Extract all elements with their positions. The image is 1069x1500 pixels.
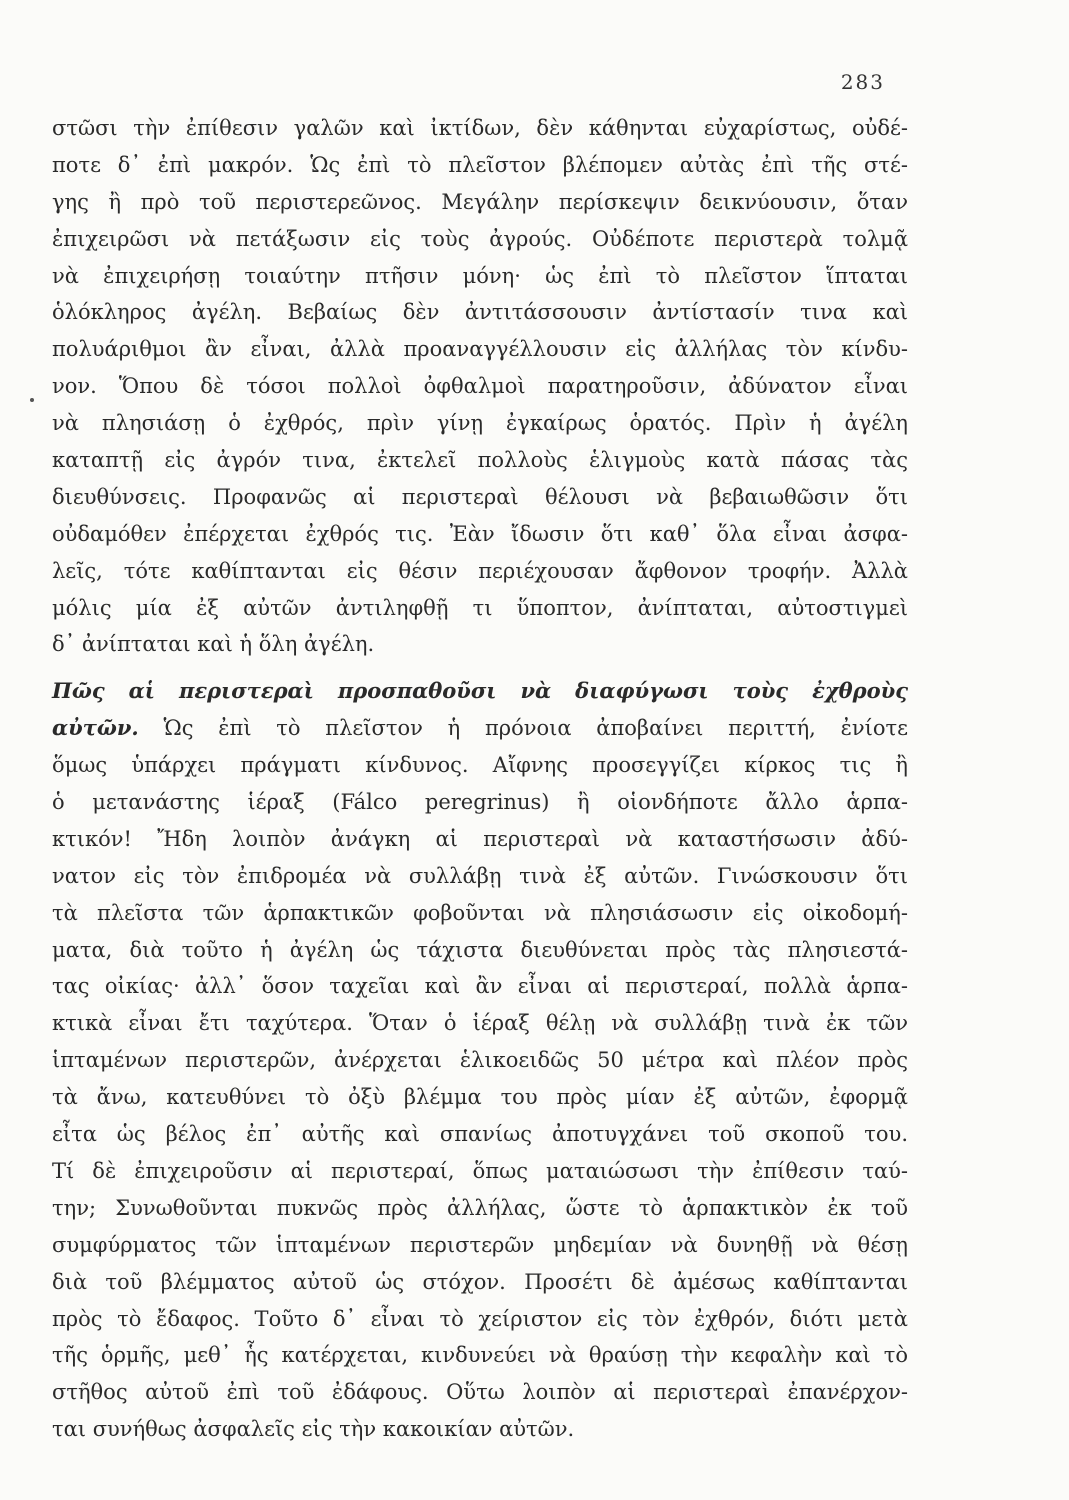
text-line: κτικὰ εἶναι ἔτι ταχύτερα. Ὅταν ὁ ἱέραξ θέλῃ νὰ συλλάβῃ τινὰ ἐκ τῶν — [52, 1011, 908, 1036]
text-run: Ὡς ἐπὶ τὸ πλεῖστον ἡ πρόνοια ἀποβαίνει περιττή, ἐνίοτε — [138, 716, 908, 741]
text-line: ἐπιχειρῶσι νὰ πετάξωσιν εἰς τοὺς ἀγρούς. Οὐδέποτε περιστερὰ τολμᾷ — [52, 226, 908, 251]
text-line: τας οἰκίας· ἀλλ᾽ ὅσον ταχεῖαι καὶ ἂν εἶναι αἱ περιστεραί, πολλὰ ἁρπα- — [52, 974, 908, 999]
text-line: διευθύνσεις. Προφανῶς αἱ περιστεραὶ θέλουσι νὰ βεβαιωθῶσιν ὅτι — [52, 484, 908, 509]
text-line: κτικόν! Ἤδη λοιπὸν ἀνάγκη αἱ περιστεραὶ νὰ καταστήσωσιν ἀδύ- — [52, 826, 908, 851]
text-line: καταπτῇ εἰς ἀγρόν τινα, ἐκτελεῖ πολλοὺς ἑλιγμοὺς κατὰ πάσας τὰς — [52, 448, 908, 473]
paragraph-2 — [52, 673, 908, 1448]
text-line: τὰ πλεῖστα τῶν ἁρπακτικῶν φοβοῦνται νὰ πλησιάσωσιν εἰς οἰκοδομή- — [52, 900, 908, 925]
text-line: τὰ ἄνω, κατευθύνει τὸ ὀξὺ βλέμμα του πρὸς μίαν ἐξ αὐτῶν, ἐφορμᾷ — [52, 1085, 908, 1110]
text-line: νὰ ἐπιχειρήσῃ τοιαύτην πτῆσιν μόνη· ὡς ἐπὶ τὸ πλεῖστον ἵπταται — [52, 263, 908, 288]
text-line: νον. Ὅπου δὲ τόσοι πολλοὶ ὀφθαλμοὶ παρατηροῦσιν, ἀδύνατον εἶναι — [52, 374, 908, 399]
margin-mark — [30, 398, 34, 402]
text-line: στῆθος αὐτοῦ ἐπὶ τοῦ ἐδάφους. Οὕτω λοιπὸν αἱ περιστεραὶ ἐπανέρχον- — [52, 1380, 908, 1405]
text-line: οὐδαμόθεν ἐπέρχεται ἐχθρός τις. Ἐὰν ἴδωσιν ὅτι καθ᾽ ὅλα εἶναι ἀσφα- — [52, 521, 908, 546]
text-line: νὰ πλησιάσῃ ὁ ἐχθρός, πρὶν γίνῃ ἐγκαίρως ὁρατός. Πρὶν ἡ ἀγέλη — [52, 411, 908, 436]
text-line: ὅμως ὑπάρχει πράγματι κίνδυνος. Αἴφνης προσεγγίζει κίρκος τις ἢ — [52, 753, 908, 778]
section-heading: Πῶς αἱ περιστεραὶ προσπαθοῦσι νὰ διαφύγωσι τοὺς ἐχθροὺς — [52, 678, 908, 704]
text-line: πρὸς τὸ ἔδαφος. Τοῦτο δ᾽ εἶναι τὸ χείριστον εἰς τὸν ἐχθρόν, διότι μετὰ — [52, 1306, 908, 1331]
text-line: ται συνήθως ἀσφαλεῖς εἰς τὴν κακοικίαν αὐτῶν. — [52, 1417, 575, 1442]
text-line: δ᾽ ἀνίπταται καὶ ἡ ὅλη ἀγέλη. — [52, 632, 375, 657]
text-line: τῆς ὁρμῆς, μεθ᾽ ἧς κατέρχεται, κινδυνεύει νὰ θραύσῃ τὴν κεφαλὴν καὶ τὸ — [52, 1343, 908, 1368]
page-number: 283 — [840, 70, 885, 94]
text-line: ὁ μετανάστης ἱέραξ (Fálco peregrinus) ἢ οἱονδήποτε ἄλλο ἁρπα- — [52, 790, 908, 815]
text-line: μόλις μία ἐξ αὐτῶν ἀντιληφθῇ τι ὕποπτον, ἀνίπταται, αὐτοστιγμεὶ — [52, 595, 908, 620]
text-line: Τί δὲ ἐπιχειροῦσιν αἱ περιστεραί, ὅπως ματαιώσωσι τὴν ἐπίθεσιν ταύ- — [52, 1158, 908, 1183]
text-line: ὁλόκληρος ἀγέλη. Βεβαίως δὲν ἀντιτάσσουσιν ἀντίστασίν τινα καὶ — [52, 300, 908, 325]
text-line: λεῖς, τότε καθίπτανται εἰς θέσιν περιέχουσαν ἄφθονον τροφήν. Ἀλλὰ — [52, 558, 908, 583]
section-heading-end: αὐτῶν. — [52, 715, 139, 741]
paragraph-1 — [52, 110, 908, 663]
body-text — [52, 110, 908, 1448]
text-line — [52, 710, 908, 747]
text-line: εἶτα ὡς βέλος ἐπ᾽ αὐτῆς καὶ σπανίως ἀποτυγχάνει τοῦ σκοποῦ του. — [52, 1122, 908, 1147]
text-line: νατον εἰς τὸν ἐπιδρομέα νὰ συλλάβῃ τινὰ ἐξ αὐτῶν. Γινώσκουσιν ὅτι — [52, 863, 908, 888]
text-line: γης ἢ πρὸ τοῦ περιστερεῶνος. Μεγάλην περίσκεψιν δεικνύουσιν, ὅταν — [52, 189, 908, 214]
text-line: ἱπταμένων περιστερῶν, ἀνέρχεται ἑλικοειδῶς 50 μέτρα καὶ πλέον πρὸς — [52, 1048, 908, 1073]
text-line: πολυάριθμοι ἂν εἶναι, ἀλλὰ προαναγγέλλουσιν εἰς ἀλλήλας τὸν κίνδυ- — [52, 337, 908, 362]
text-line: στῶσι τὴν ἐπίθεσιν γαλῶν καὶ ἰκτίδων, δὲν κάθηνται εὐχαρίστως, οὐδέ- — [52, 116, 908, 140]
text-line: την; Συνωθοῦνται πυκνῶς πρὸς ἀλλήλας, ὥστε τὸ ἁρπακτικὸν ἐκ τοῦ — [52, 1195, 908, 1220]
text-line: διὰ τοῦ βλέμματος αὐτοῦ ὡς στόχον. Προσέτι δὲ ἀμέσως καθίπτανται — [52, 1269, 908, 1294]
text-line: συμφύρματος τῶν ἱπταμένων περιστερῶν μηδεμίαν νὰ δυνηθῇ νὰ θέσῃ — [52, 1232, 908, 1257]
text-line: ποτε δ᾽ ἐπὶ μακρόν. Ὡς ἐπὶ τὸ πλεῖστον βλέπομεν αὐτὰς ἐπὶ τῆς στέ- — [52, 152, 908, 177]
text-line: ματα, διὰ τοῦτο ἡ ἀγέλη ὡς τάχιστα διευθύνεται πρὸς τὰς πλησιεστά- — [52, 937, 908, 962]
